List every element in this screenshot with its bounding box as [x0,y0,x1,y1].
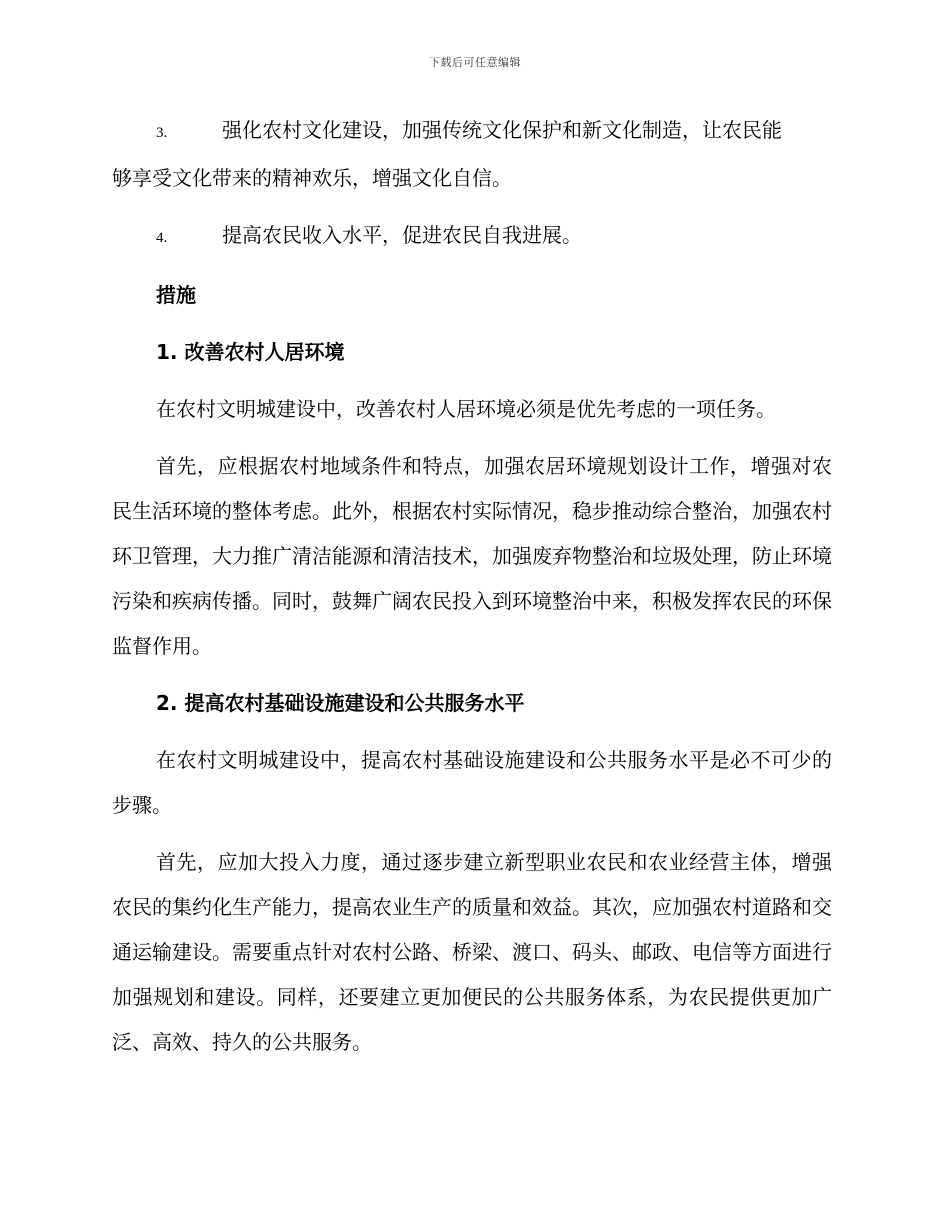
goal-text-line2: 够享受文化带来的精神欢乐，增强文化自信。 [112,166,512,190]
section2-intro: 在农村文明城建设中，提高农村基础设施建设和公共服务水平是必不可少的步骤。 [112,748,832,817]
header-note: 下载后可任意编辑 [429,56,521,69]
document-body [112,108,832,1065]
goal-number: 4. [156,230,168,246]
section1-intro: 在农村文明城建设中，改善农村人居环境必须是优先考虑的一项任务。 [156,397,776,421]
section2-body: 首先，应加大投入力度，通过逐步建立新型职业农民和农业经营主体，增强农民的集约化生产能力，提高农业生产的质量和效益。其次，应加强农村道路和交通运输建设。需要重点针对农村公路、桥梁、渡口、码头、邮政、电信等方面进行加强规划和建设。同样，还要建立更加便民的公共服务体系，为农民提供更加广泛、高效、持久的公共服务。 [112,850,832,1054]
goal-text-line1: 提高农民收入水平，促进农民自我进展。 [222,223,582,247]
goal-text-line1: 强化农村文化建设，加强传统文化保护和新文化制造，让农民能 [222,118,782,142]
measures-heading: 措施 [156,283,196,307]
section1-heading: 1. 改善农村人居环境 [156,340,345,364]
goal-item-4 [112,213,832,261]
section1-body: 首先，应根据农村地域条件和特点，加强农居环境规划设计工作，增强对农民生活环境的整体考虑。此外，根据农村实际情况，稳步推动综合整治，加强农村环卫管理，大力推广清洁能源和清洁技术，加强废弃物整治和垃圾处理，防止环境污染和疾病传播。同时，鼓舞广阔农民投入到环境整治中来，积极发挥农民的环保监督作用。 [112,454,832,658]
section2-heading: 2. 提高农村基础设施建设和公共服务水平 [156,691,525,715]
goal-number: 3. [156,125,168,141]
goal-item-3 [112,108,832,201]
